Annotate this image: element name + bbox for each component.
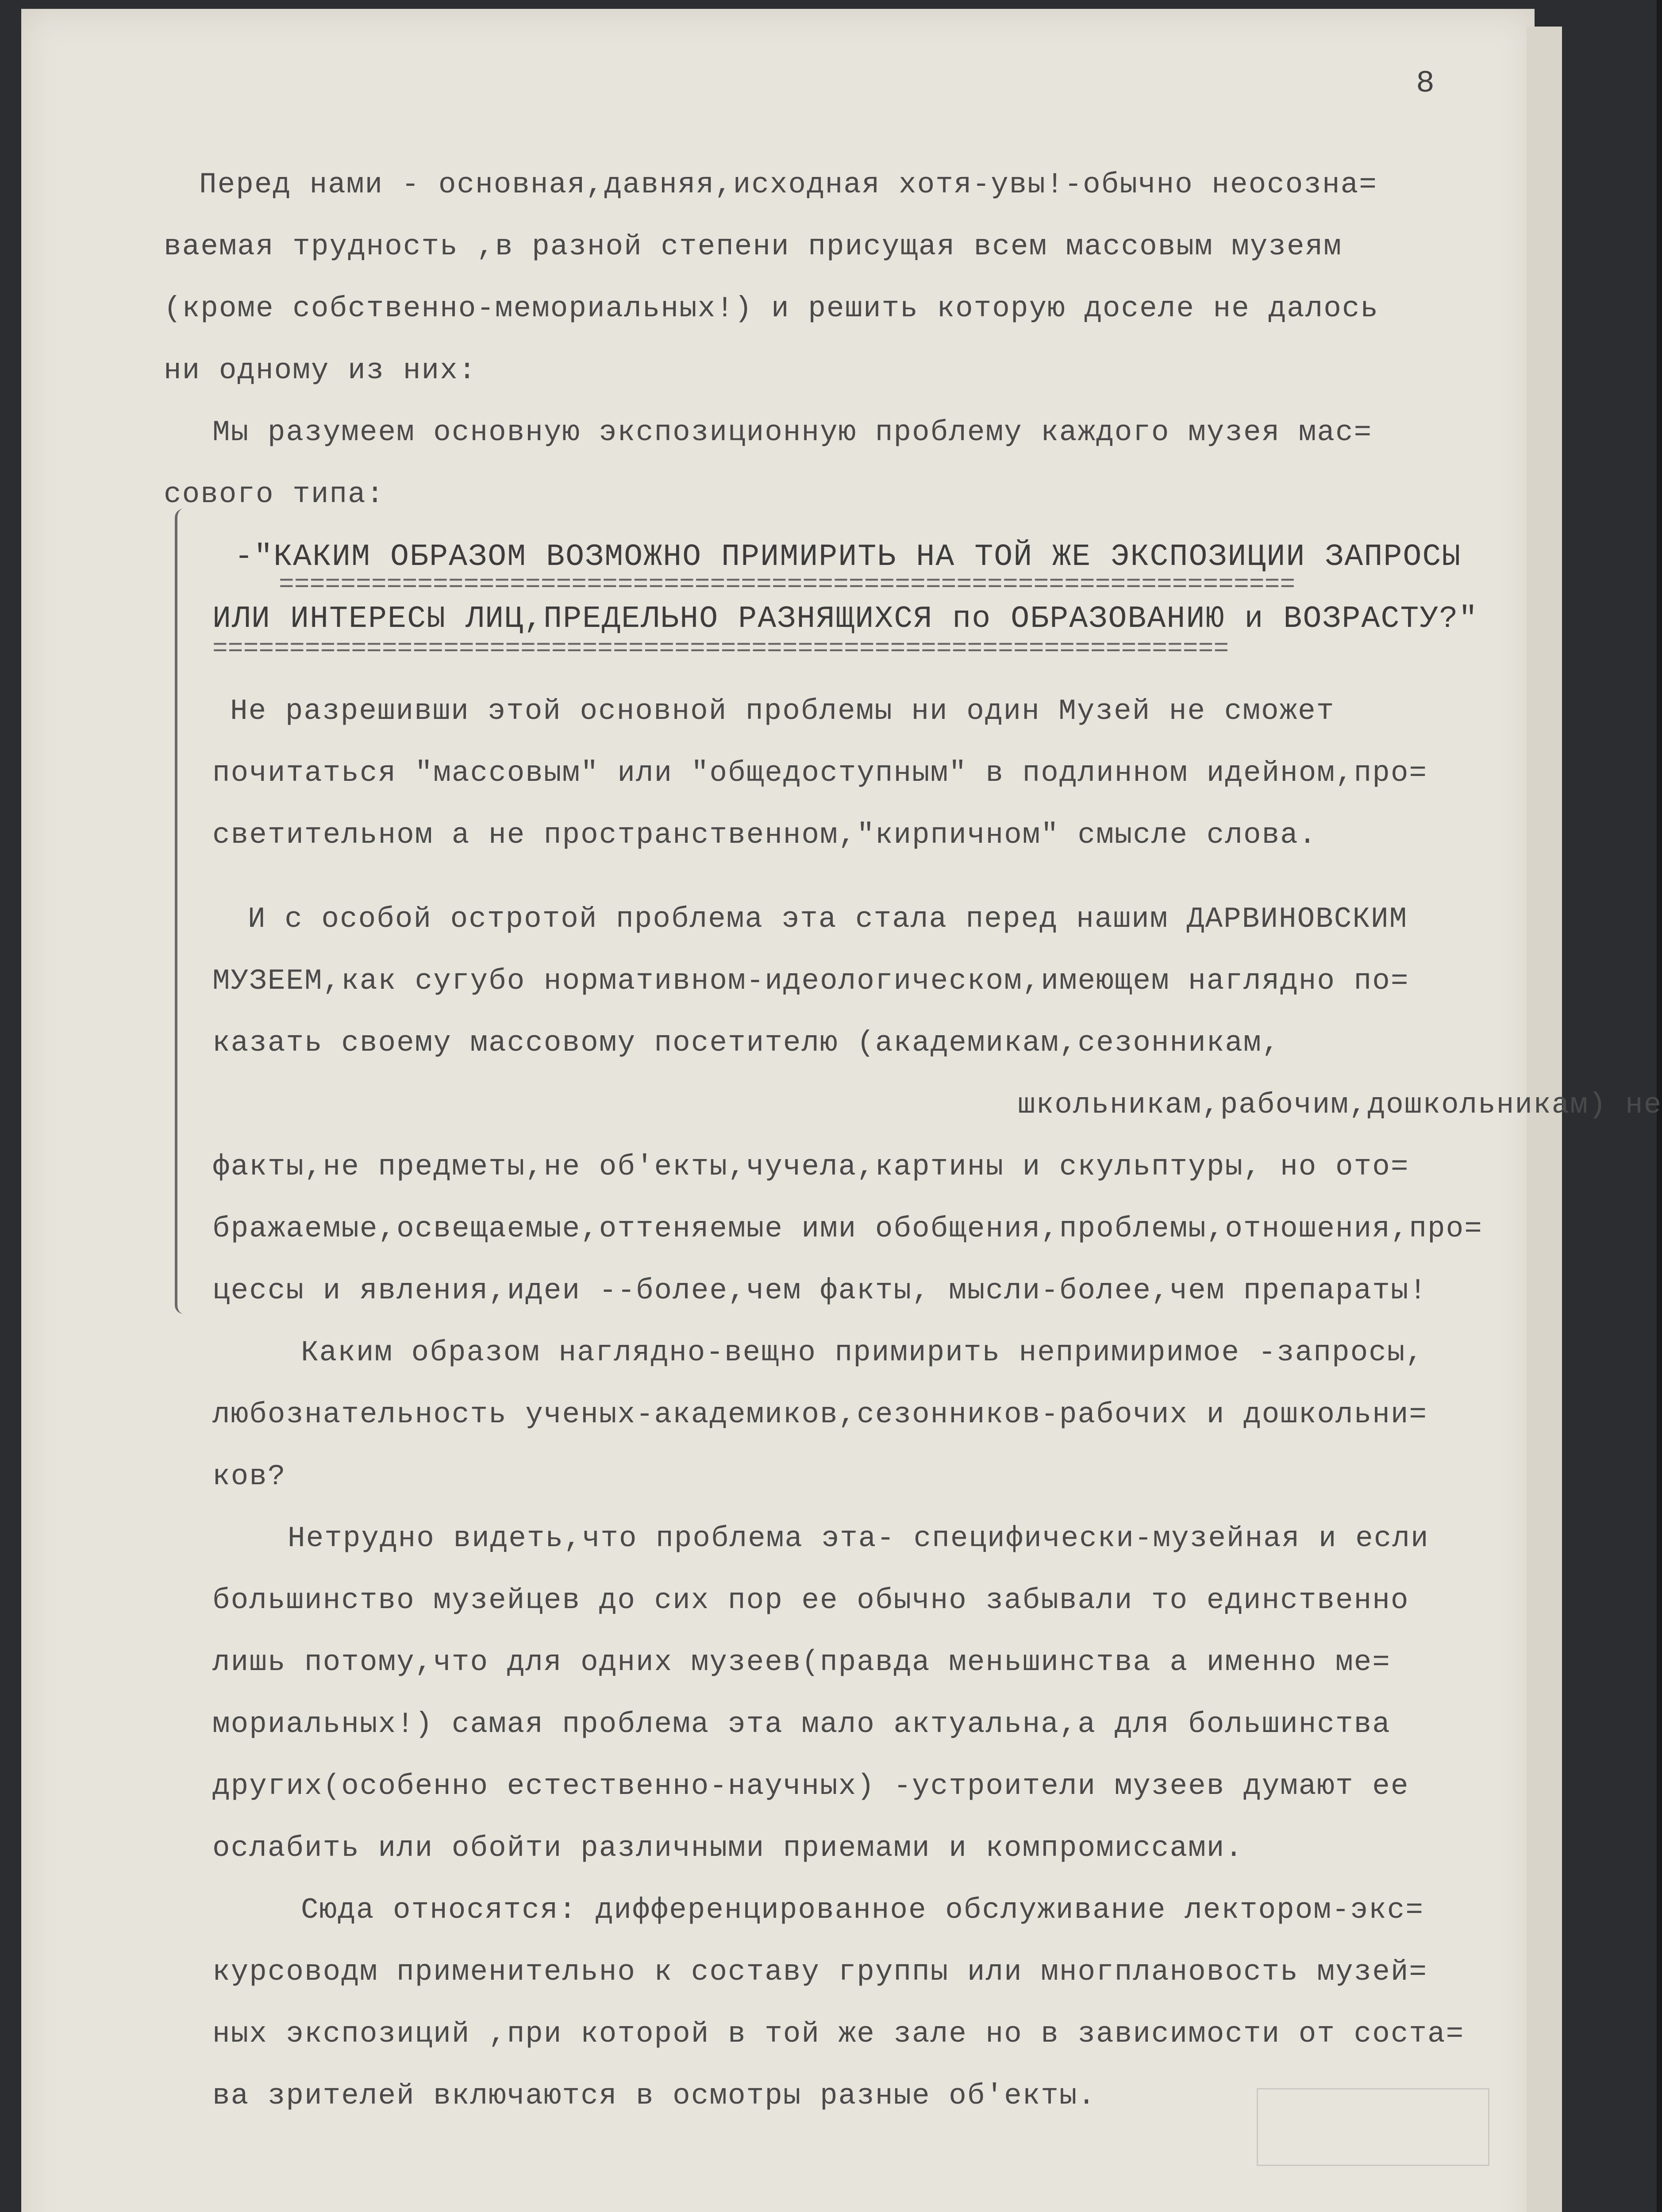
text-line: Сюда относятся: дифференцированное обслуживание лектором-экс= (301, 1893, 1424, 1927)
text-line: других(особенно естественно-научных) -устроители музеев думают ее (212, 1770, 1409, 1803)
text-line: ва зрителей включаются в осмотры разные об'екты. (212, 2079, 1096, 2112)
margin-bracket-mark (175, 509, 195, 1314)
underline-rule: ================================================================== (279, 571, 1296, 599)
text-line: Нетрудно видеть,что проблема эта- специфически-музейная и если (288, 1522, 1429, 1555)
text-line: большинство музейцев до сих пор ее обычно забывали то единственно (212, 1584, 1409, 1617)
text-line: (кроме собственно-мемориальных!) и решить которую доселе не далось (164, 292, 1379, 325)
text-line: светительном а не пространственном,"кирпичном" смысле слова. (212, 818, 1317, 852)
page-number: 8 (1416, 66, 1435, 101)
text-line: почитаться "массовым" или "общедоступным" в подлинном идейном,про= (212, 757, 1428, 790)
heading-question-line-2: ИЛИ ИНТЕРЕСЫ ЛИЦ,ПРЕДЕЛЬНО РАЗНЯЩИХСЯ по ОБРАЗОВАНИЮ и ВОЗРАСТУ?" (212, 602, 1478, 637)
text-line: ных экспозиций ,при которой в той же зале но в зависимости от соста= (212, 2017, 1465, 2051)
text-line: лишь потому,что для одних музеев(правда меньшинства а именно ме= (212, 1646, 1391, 1679)
text-line: бражаемые,освещаемые,оттеняемые ими обобщения,проблемы,отношения,про= (212, 1212, 1483, 1245)
text-line: Мы разумеем основную экспозиционную проблему каждого музея мас= (212, 416, 1373, 449)
underline-rule: ================================================================== (212, 635, 1229, 664)
text-line: школьникам,рабочим,дошкольникам) не (1018, 1088, 1662, 1121)
heading-question-line-1: -"КАКИМ ОБРАЗОМ ВОЗМОЖНО ПРИМИРИТЬ НА ТОЙ ЖЕ ЭКСПОЗИЦИИ ЗАПРОСЫ (235, 540, 1462, 575)
text-line: Перед нами - основная,давняя,исходная хотя-увы!-обычно неосозна= (199, 168, 1377, 201)
text-line: казать своему массовому посетителю (академикам,сезонникам, (212, 1026, 1281, 1060)
text-line: ослабить или обойти различными приемами и компромиссами. (212, 1832, 1243, 1865)
text-line: ни одному из них: (164, 354, 477, 387)
text-line: цессы и явления,идеи --более,чем факты, мысли-более,чем препараты! (212, 1274, 1428, 1307)
faded-stamp (1257, 2088, 1489, 2166)
text-line: любознательность ученых-академиков,сезонников-рабочих и дошкольни= (212, 1398, 1428, 1431)
text-line: Каким образом наглядно-вещно примирить непримиримое -запросы, (301, 1336, 1424, 1369)
text-line: курсоводм применительно к составу группы или многплановость музей= (212, 1955, 1428, 1989)
text-line: И с особой остротой проблема эта стала перед нашим ДАРВИНОВСКИМ (248, 902, 1408, 936)
text-line: сового типа: (164, 478, 385, 511)
text-line: Не разрешивши этой основной проблемы ни один Музей не сможет (230, 695, 1335, 728)
text-line: мориальных!) самая проблема эта мало актуальна,а для большинства (212, 1708, 1391, 1741)
text-line: ваемая трудность ,в разной степени присущая всем массовым музеям (164, 230, 1342, 263)
text-line: МУЗЕЕМ,как сугубо нормативном-идеологическом,имеющем наглядно по= (212, 964, 1409, 998)
text-line: ков? (212, 1460, 286, 1493)
text-line: факты,не предметы,не об'екты,чучела,картины и скульптуры, но ото= (212, 1150, 1409, 1183)
